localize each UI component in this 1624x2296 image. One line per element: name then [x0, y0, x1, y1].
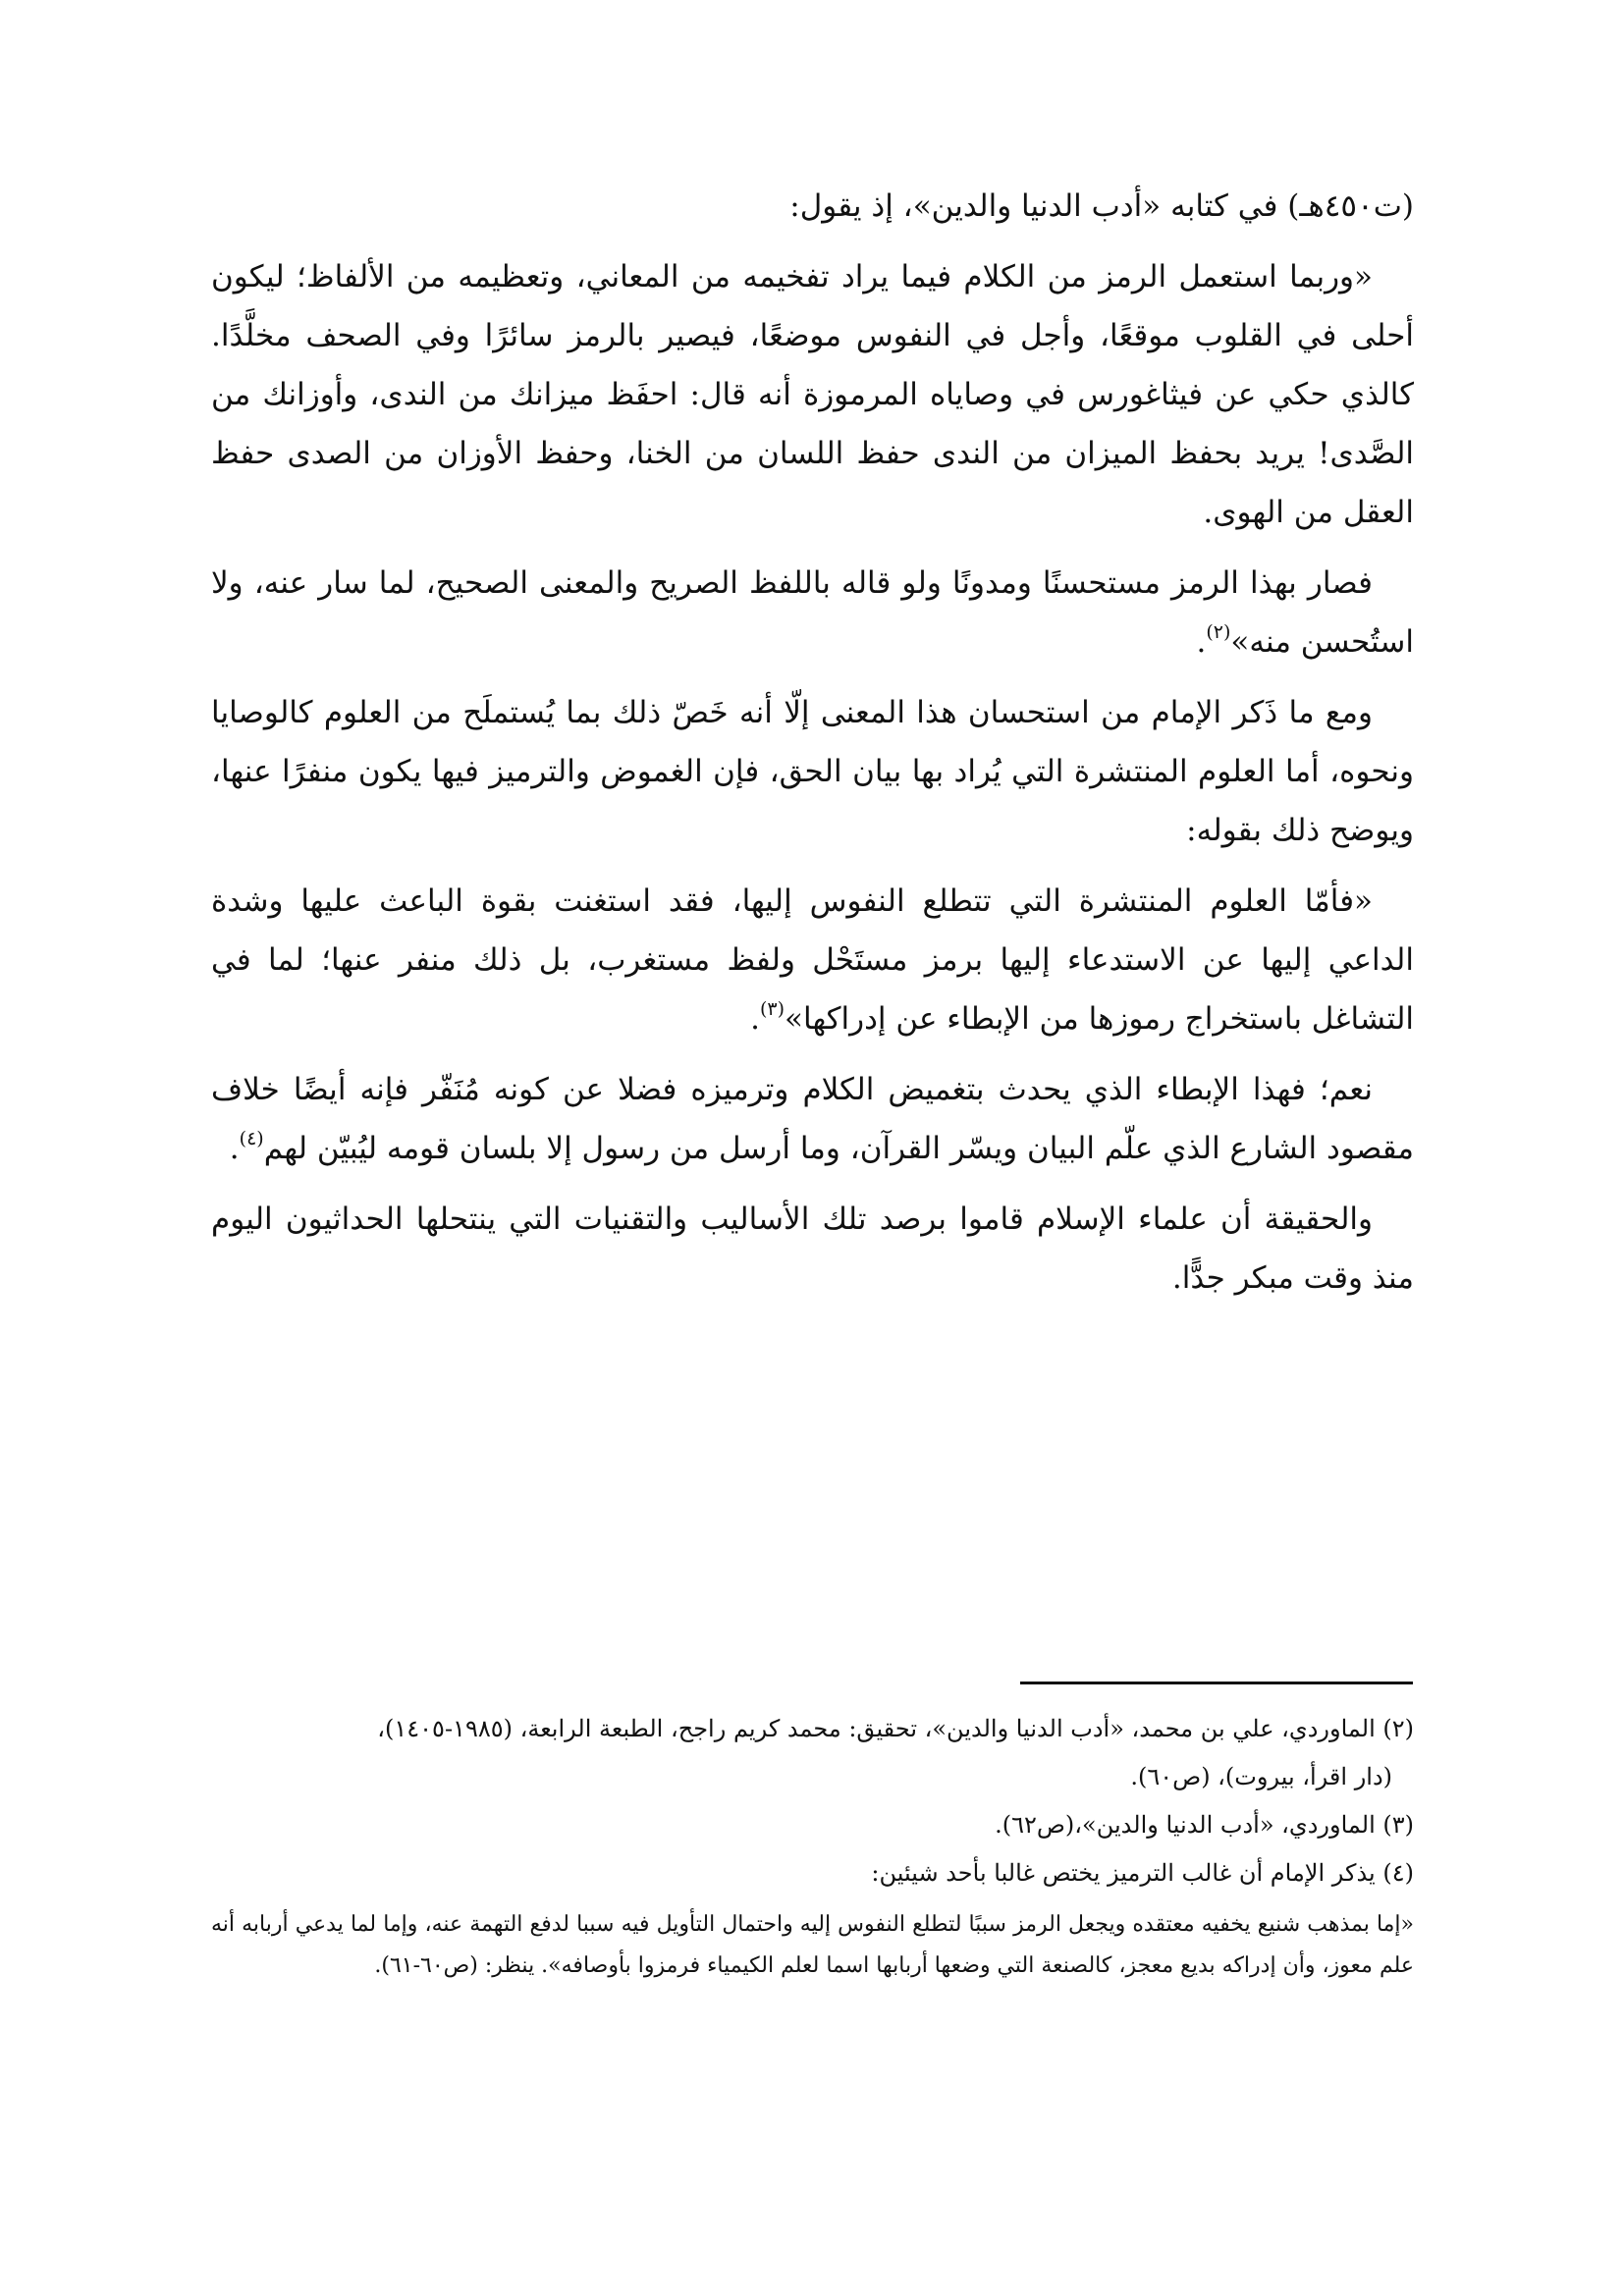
footnote-ref-3[interactable]: (٣) — [759, 998, 785, 1020]
paragraph-commentary — [211, 683, 1414, 860]
footnote-text: (٤) يذكر الإمام أن غالب الترميز يختص غالبا بأحد شيئين: — [871, 1859, 1414, 1887]
footnote-ref-4[interactable]: (٤) — [239, 1128, 264, 1149]
paragraph-text: فصار بهذا الرمز مستحسنًا ومدونًا ولو قاله باللفظ الصريح والمعنى الصحيح، لما سار عنه، ولا استُحسن منه» — [211, 565, 1414, 660]
paragraph-tail: . — [229, 1131, 240, 1166]
footnote-ref-2[interactable]: (٢) — [1206, 621, 1231, 643]
footnote-2 — [211, 1708, 1414, 1750]
paragraph-text: والحقيقة أن علماء الإسلام قاموا برصد تلك الأساليب والتقنيات التي ينتحلها الحداثيون اليوم منذ وقت مبكر جدًّا. — [211, 1201, 1414, 1296]
paragraph-intro — [211, 177, 1414, 236]
footnote-4 — [211, 1852, 1414, 1895]
paragraph-tail: . — [1196, 624, 1207, 660]
footnotes — [211, 1708, 1414, 1993]
paragraph-text: (ت٤٥٠هـ) في كتابه «أدب الدنيا والدين»، إذ يقول: — [789, 188, 1414, 224]
page-body — [211, 177, 1414, 1319]
paragraph-text: نعم؛ فهذا الإبطاء الذي يحدث بتغميض الكلام وترميزه فضلا عن كونه مُنَفّر فإنه أيضًا خلاف مقصود الشارع الذي علّم البيان ويسّر القرآن، وما أرسل من رسول إلا بلسان قومه ليُبيّن لهم — [211, 1072, 1414, 1166]
paragraph-naam — [211, 1060, 1414, 1178]
footnote-text: (دار اقرأ، بيروت)، (ص٦٠). — [1130, 1763, 1392, 1790]
paragraph-quote-sciences — [211, 872, 1414, 1048]
paragraph-quote-continued — [211, 554, 1414, 671]
footnote-text: (٣) الماوردي، «أدب الدنيا والدين»،(ص٦٢). — [995, 1811, 1414, 1839]
footnote-quote-text: «إما بمذهب شنيع يخفيه معتقده ويجعل الرمز سببًا لتطلع النفوس إليه واحتمال التأويل فيه سببا لدفع التهمة عنه، وإما لما يدعي أربابه أنه علم معوز، وأن إدراكه بديع معجز، كالصنعة التي وضعها أربابها اسما لعلم الكيمياء فرمزوا بأوصافه». ينظر: (ص٦٠-٦١). — [211, 1912, 1415, 1978]
footnote-separator — [1020, 1682, 1413, 1684]
paragraph-tail: . — [750, 1001, 760, 1037]
footnote-4-quote — [211, 1904, 1414, 1987]
main-text — [211, 177, 1414, 1308]
paragraph-text: ومع ما ذَكر الإمام من استحسان هذا المعنى إلّا أنه خَصّ ذلك بما يُستملَح من العلوم كالوصايا ونحوه، أما العلوم المنتشرة التي يُراد بها بيان الحق، فإن الغموض والترميز فيها يكون منفرًا عنها، ويوضح ذلك بقوله: — [211, 695, 1414, 848]
paragraph-quote-mawardi — [211, 247, 1414, 542]
paragraph-text: «فأمّا العلوم المنتشرة التي تتطلع النفوس إليها، فقد استغنت بقوة الباعث عليها وشدة الداعي إليها عن الاستدعاء إليها برمز مستَحْل ولفظ مستغرب، بل ذلك منفر عنها؛ لما في التشاغل باستخراج رموزها من الإبطاء عن إدراكها» — [211, 883, 1414, 1037]
footnote-3 — [211, 1804, 1414, 1846]
paragraph-conclusion — [211, 1190, 1414, 1308]
footnote-2-continuation — [211, 1756, 1414, 1798]
footnote-text: (٢) الماوردي، علي بن محمد، «أدب الدنيا والدين»، تحقيق: محمد كريم راجح، الطبعة الرابعة، (١٩٨٥-١٤٠٥)، — [377, 1715, 1414, 1742]
paragraph-text: «وربما استعمل الرمز من الكلام فيما يراد تفخيمه من المعاني، وتعظيمه من الألفاظ؛ ليكون أحلى في القلوب موقعًا، وأجل في النفوس موضعًا، فيصير بالرمز سائرًا وفي الصحف مخلَّدًا. كالذي حكي عن فيثاغورس في وصاياه المرموزة أنه قال: احفَظ ميزانك من الندى، وأوزانك من الصَّدى! يريد بحفظ الميزان من الندى حفظ اللسان من الخنا، وحفظ الأوزان من الصدى حفظ العقل من الهوى. — [211, 259, 1414, 530]
